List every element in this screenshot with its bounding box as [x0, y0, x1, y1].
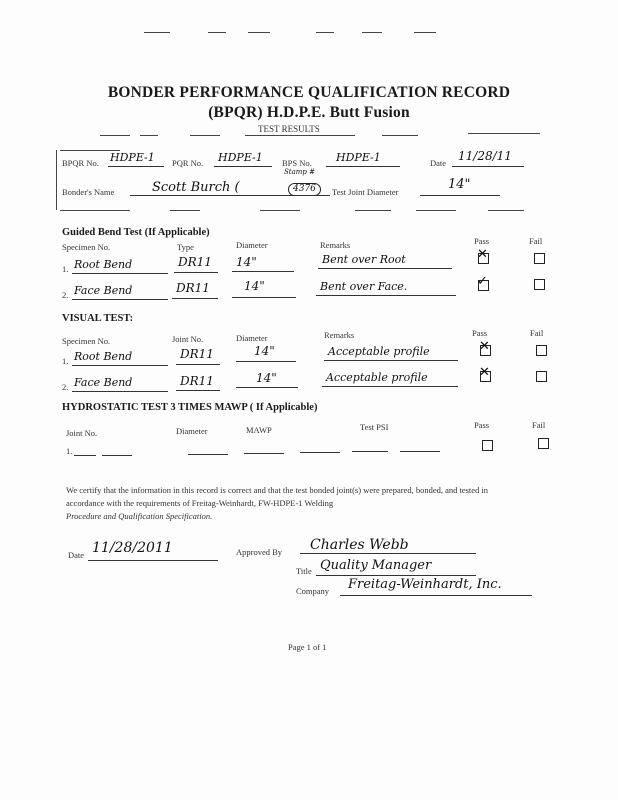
- underline: [188, 454, 228, 455]
- col-joint: Joint No.: [172, 334, 204, 344]
- col-remarks: Remarks: [324, 330, 355, 340]
- col-mawp: MAWP: [246, 425, 272, 435]
- title-label: Title: [296, 566, 312, 576]
- remarks-value[interactable]: Bent over Root: [322, 253, 406, 266]
- certification-text: We certify that the information in this record is correct and that the test bonded joint(s) were prepared, bonded, and tested in accordance with the requirements of Freitag-Weinhardt, FW-HDPE-1 Welding: [66, 485, 489, 508]
- bpqr-no-label: BPQR No.: [62, 158, 99, 168]
- approved-by-label: Approved By: [236, 547, 283, 557]
- bonder-name-value[interactable]: Scott Burch (: [152, 180, 240, 195]
- underline: [172, 298, 218, 299]
- pass-checkbox[interactable]: [477, 247, 489, 264]
- pqr-no-value[interactable]: HDPE-1: [218, 151, 263, 164]
- row-number: 1.: [66, 446, 73, 456]
- info-box-dash: [488, 210, 524, 211]
- specimen-value[interactable]: Root Bend: [74, 258, 133, 271]
- test-joint-diameter-label: Test Joint Diameter: [332, 187, 399, 197]
- top-dash: [208, 32, 226, 33]
- info-box-dash: [60, 210, 130, 211]
- col-pass: Pass: [474, 420, 490, 430]
- col-pass: Pass: [474, 236, 490, 246]
- header-dash: [468, 133, 540, 134]
- stamp-number: 4376: [288, 183, 321, 196]
- bps-no-label: BPS No.: [282, 158, 312, 168]
- underline: [326, 166, 400, 167]
- stamp-note: Stamp #: [284, 168, 315, 176]
- specimen-value[interactable]: Face Bend: [74, 376, 133, 389]
- underline: [130, 195, 330, 196]
- underline: [400, 451, 440, 452]
- title-value[interactable]: Quality Manager: [320, 558, 432, 573]
- top-dash: [316, 32, 334, 33]
- fail-checkbox[interactable]: [534, 279, 545, 290]
- certification-procedure: Procedure and Qualification Specification.: [66, 511, 213, 521]
- test-joint-diameter-value[interactable]: 14": [448, 177, 471, 192]
- sign-date-value[interactable]: 11/28/2011: [92, 540, 173, 556]
- underline: [72, 299, 168, 300]
- col-remarks: Remarks: [320, 240, 351, 250]
- info-box-dash: [170, 210, 200, 211]
- underline: [174, 272, 218, 273]
- underline: [102, 455, 132, 456]
- header-dash: [190, 135, 220, 136]
- pass-checkbox[interactable]: [479, 339, 491, 356]
- underline: [322, 386, 458, 387]
- row-number: 1.: [62, 356, 69, 366]
- approved-by-signature[interactable]: Charles Webb: [310, 537, 409, 553]
- col-specimen: Specimen No.: [62, 336, 111, 346]
- company-label: Company: [296, 586, 330, 596]
- diameter-value[interactable]: 14": [244, 279, 265, 293]
- check-mark: ✕: [477, 247, 488, 262]
- underline: [300, 452, 340, 453]
- underline: [324, 360, 458, 361]
- col-joint: Joint No.: [66, 428, 98, 438]
- header-dash: [140, 135, 158, 136]
- bpqr-no-value[interactable]: HDPE-1: [110, 151, 155, 164]
- underline: [176, 364, 220, 365]
- col-diameter: Diameter: [176, 426, 208, 436]
- underline: [72, 365, 168, 366]
- col-fail: Fail: [532, 420, 546, 430]
- type-value[interactable]: DR11: [178, 255, 212, 269]
- underline: [452, 166, 524, 167]
- underline: [72, 391, 168, 392]
- col-fail: Fail: [530, 328, 544, 338]
- top-dash: [248, 32, 270, 33]
- top-dash: [414, 32, 436, 33]
- underline: [300, 553, 476, 554]
- underline: [176, 390, 220, 391]
- info-box-dash: [260, 210, 300, 211]
- remarks-value[interactable]: Acceptable profile: [326, 371, 428, 384]
- remarks-value[interactable]: Acceptable profile: [328, 345, 430, 358]
- underline: [352, 451, 388, 452]
- header-dash: [100, 135, 130, 136]
- pass-checkbox[interactable]: [479, 365, 491, 382]
- remarks-value[interactable]: Bent over Face.: [320, 280, 408, 293]
- row-number: 2.: [62, 382, 69, 392]
- date-value[interactable]: 11/28/11: [458, 149, 512, 163]
- date-label: Date: [430, 158, 447, 168]
- sign-date-label: Date: [68, 550, 85, 560]
- underline: [232, 297, 296, 298]
- joint-value[interactable]: DR11: [180, 374, 214, 388]
- check-mark: ✕: [479, 339, 490, 354]
- page-number: Page 1 of 1: [288, 642, 327, 652]
- row-number: 1.: [62, 264, 69, 274]
- underline: [214, 166, 272, 167]
- hydrostatic-heading: HYDROSTATIC TEST 3 TIMES MAWP ( If Applicable): [62, 402, 318, 413]
- col-pass: Pass: [472, 328, 488, 338]
- underline: [316, 575, 476, 576]
- top-dash: [144, 32, 170, 33]
- check-mark: ✕: [479, 365, 490, 380]
- fail-checkbox[interactable]: [534, 253, 545, 264]
- document-title: BONDER PERFORMANCE QUALIFICATION RECORD: [107, 84, 511, 101]
- info-box-border: [56, 150, 57, 210]
- top-dash: [362, 32, 382, 33]
- col-fail: Fail: [529, 236, 543, 246]
- underline: [340, 595, 532, 596]
- row-number: 2.: [62, 290, 69, 300]
- diameter-value[interactable]: 14": [236, 255, 257, 269]
- visual-test-heading: VISUAL TEST:: [62, 313, 134, 324]
- col-type: Type: [177, 242, 194, 252]
- specimen-value[interactable]: Face Bend: [74, 284, 133, 297]
- fail-checkbox[interactable]: [536, 371, 547, 382]
- guided-bend-heading: Guided Bend Test (If Applicable): [62, 227, 210, 238]
- pass-checkbox[interactable]: [482, 440, 493, 451]
- underline: [88, 560, 218, 561]
- underline: [236, 361, 296, 362]
- fail-checkbox[interactable]: [538, 438, 549, 449]
- col-test-psi: Test PSI: [360, 422, 389, 432]
- info-box-dash: [416, 210, 456, 211]
- fail-checkbox[interactable]: [536, 345, 547, 356]
- col-diameter: Diameter: [236, 240, 268, 250]
- bps-no-value[interactable]: HDPE-1: [336, 151, 381, 164]
- diameter-value[interactable]: 14": [256, 371, 277, 385]
- test-results-label: TEST RESULTS: [258, 124, 320, 134]
- pqr-no-label: PQR No.: [172, 158, 204, 168]
- company-value[interactable]: Freitag-Weinhardt, Inc.: [348, 577, 502, 592]
- check-mark: ✓: [477, 274, 488, 289]
- underline: [420, 195, 500, 196]
- bonder-name-label: Bonder's Name: [62, 187, 115, 197]
- pass-checkbox[interactable]: [477, 274, 489, 291]
- diameter-value[interactable]: 14": [254, 344, 275, 358]
- col-diameter: Diameter: [236, 333, 268, 343]
- joint-value[interactable]: DR11: [180, 347, 214, 361]
- col-specimen: Specimen No.: [62, 242, 111, 252]
- info-box-dash: [355, 210, 391, 211]
- underline: [236, 387, 298, 388]
- header-dash: [382, 135, 418, 136]
- underline: [316, 295, 456, 296]
- document-subtitle: (BPQR) H.D.P.E. Butt Fusion: [208, 104, 410, 121]
- underline: [108, 166, 164, 167]
- underline: [232, 271, 294, 272]
- underline: [318, 268, 452, 269]
- underline: [244, 453, 284, 454]
- type-value[interactable]: DR11: [176, 281, 210, 295]
- underline: [72, 273, 168, 274]
- underline: [74, 455, 96, 456]
- header-dash: [245, 135, 355, 136]
- specimen-value[interactable]: Root Bend: [74, 350, 133, 363]
